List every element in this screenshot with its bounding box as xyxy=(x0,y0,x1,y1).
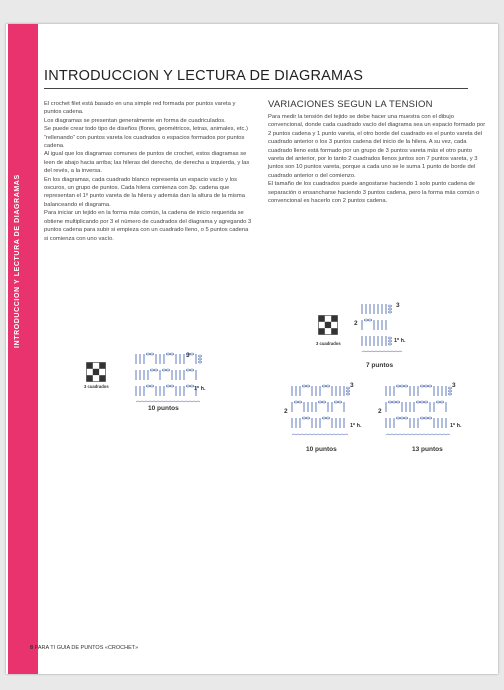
row-label-mid: 2 xyxy=(284,408,288,415)
diagram-caption: 10 puntos xyxy=(148,405,179,412)
paragraph: Para medir la tensión del tejido se debe hacer una muestra con el dibujo convencional, donde cada cuadrado vacío del diagrama sea un espacio formado por 2 puntos cadena y 1 punto vareta, el otro borde del cuadrado es el punto vareta del cuadrado anterior o los 3 puntos cadena del inicio de la hilera. A su vez, cada cuadrado lleno está formado por un grupo de 3 puntos vareta más el otro punto vareta del anterior, por lo tanto 2 cuadrados llenos juntos son 7 puntos vareta, y 3 juntos son 10 puntos vareta, porque a cada uno se le suma 1 punto de borde del cuadrado anterior o del comienzo. xyxy=(268,114,486,179)
row-label-first: 1º h. xyxy=(194,386,206,392)
paragraph: El crochet filet está basado en una simple red formada por puntos vareta y puntos cadena. xyxy=(44,101,236,116)
side-title-text: INTRODUCCION Y LECTURA DE DIAGRAMAS xyxy=(14,174,21,348)
filet-grid-small-right xyxy=(318,315,338,340)
grid-label: 3 cuadrados xyxy=(316,341,341,346)
paragraph: Al igual que los diagramas comunes de puntos de crochet, estos diagramas se leen de abajo hacia arriba; las hileras del derecho, de derecha a izquierda, y las del revés, a la inversa. xyxy=(44,151,250,175)
diagram-caption: 7 puntos xyxy=(366,362,394,369)
stitch-diagram-7 xyxy=(360,300,410,365)
row-label-top: 3 xyxy=(186,352,190,359)
title-divider xyxy=(44,88,468,89)
side-bar xyxy=(8,24,38,674)
paragraph: En los diagramas, cada cuadrado blanco representa un espacio vacío y los oscuros, un grupo de puntos. Cada hilera comienza con 3p. cadena que representan el 1º punto vareta de la hilera y además dan la altura de la misma balanceando el diagrama. xyxy=(44,176,245,208)
paragraph: Se puede crear todo tipo de diseños (flores, geométricos, letras, animales, etc.) “rellenando” con puntos vareta los cuadrados o espacios formados por puntos cadena. xyxy=(44,126,248,150)
row-label-first: 1º h. xyxy=(350,423,362,429)
row-label-first: 1º h. xyxy=(450,423,462,429)
paragraph: El tamaño de los cuadrados puede angostarse haciendo 1 solo punto cadena de separación o ensancharse haciendo 3 puntos cadena, pero la forma más común o convencional es hacerlo con 2 puntos cadena. xyxy=(268,181,480,205)
page-footer: 8 PARA TI GUIA DE PUNTOS «CROCHET» xyxy=(30,645,139,651)
row-label-top: 3 xyxy=(350,382,354,389)
paragraph: Para iniciar un tejido en la forma más común, la cadena de inicio requerida se obtiene multiplicando por 3 el número de cuadrados del diagrama y agregando 3 puntos cadena para subir si empieza con un cuadrado lleno, o 5 puntos cadena si comienza con uno vacío. xyxy=(44,210,252,242)
section-heading: VARIACIONES SEGUN LA TENSION xyxy=(268,99,433,110)
diagram-caption: 13 puntos xyxy=(412,446,443,453)
row-label-mid: 2 xyxy=(378,408,382,415)
left-column xyxy=(44,100,254,243)
footer-text: PARA TI GUIA DE PUNTOS «CROCHET» xyxy=(34,645,139,651)
row-label-top: 3 xyxy=(396,302,400,309)
diagram-caption: 10 puntos xyxy=(306,446,337,453)
right-column xyxy=(268,99,486,205)
paragraph: Los diagramas se presentan generalmente en forma de cuadriculados. xyxy=(44,117,226,124)
stitch-diagram-10 xyxy=(290,380,370,450)
row-label-first: 1º h. xyxy=(394,338,406,344)
row-label-top: 3 xyxy=(452,382,456,389)
grid-label: 3 cuadrados xyxy=(84,384,109,389)
row-label-mid: 2 xyxy=(354,320,358,327)
page-title: INTRODUCCION Y LECTURA DE DIAGRAMAS xyxy=(44,68,364,84)
stitch-diagram-13 xyxy=(384,380,474,450)
